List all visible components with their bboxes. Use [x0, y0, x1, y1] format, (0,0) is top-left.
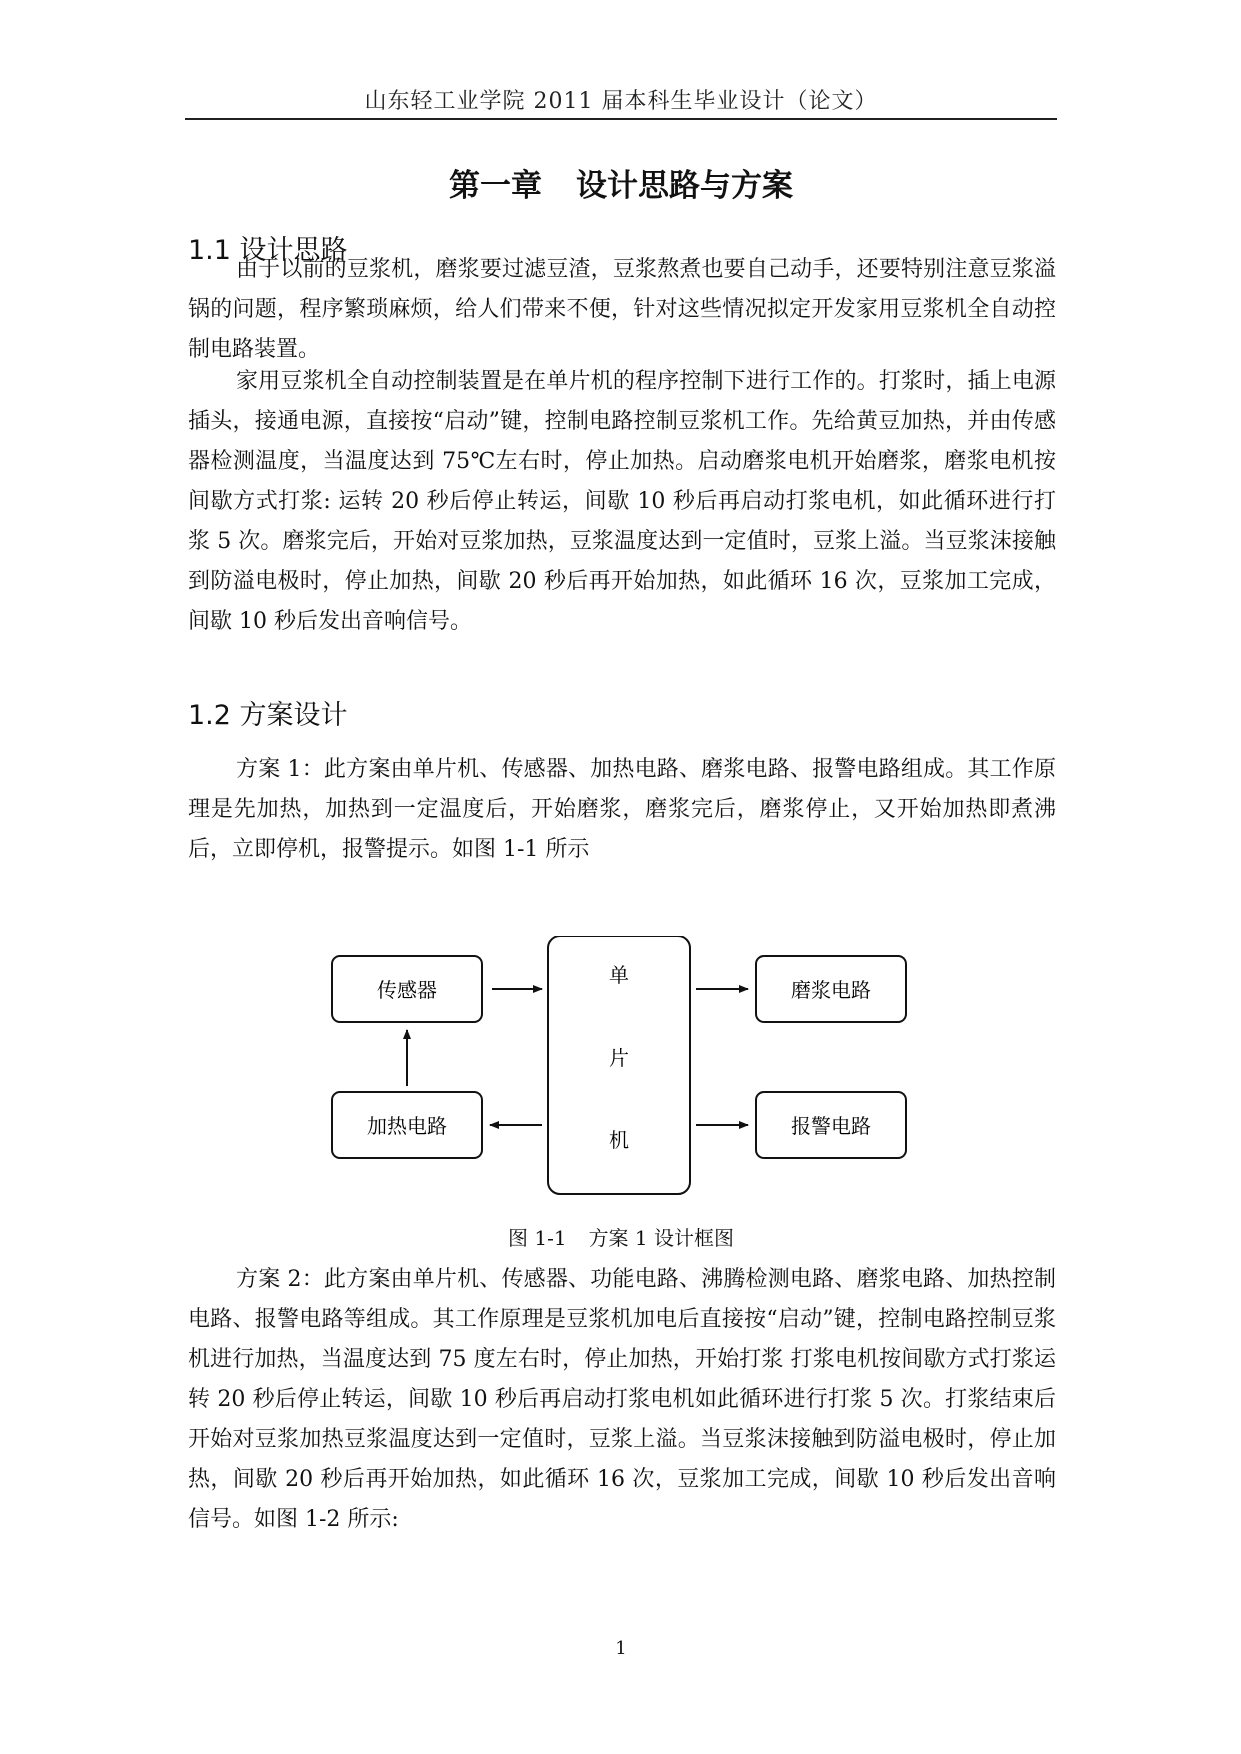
- chapter-name: 设计思路与方案: [576, 168, 793, 204]
- section-heading-1-1: 1.1 设计思路: [188, 235, 348, 266]
- chapter-number: 第一章: [449, 168, 542, 204]
- figure-caption-text: 方案 1 设计框图: [588, 1226, 735, 1250]
- header-rule: [185, 118, 1057, 120]
- figure-caption: [185, 1222, 1057, 1251]
- paragraph-4: 方案 2：此方案由单片机、传感器、功能电路、沸腾检测电路、磨浆电路、加热控制电路、报警电路等组成。其工作原理是豆浆机加电后直接按“启动”键，控制电路控制豆浆机进行加热，当温度达到 75 度左右时，停止加热，开始打浆 打浆电机按间歇方式打浆运转 20 秒后停止转运，间歇 10 秒后再启动打浆电机如此循环进行打浆 5 次。打浆结束后开始对豆浆加热豆浆温度达到一定值时，豆浆上溢。当豆浆沫接触到防溢电极时，停止加热，间歇 20 秒后再开始加热，如此循环 16 次，豆浆加工完成，间歇 10 秒后发出音响信号。如图 1-2 所示:: [188, 1267, 1056, 1532]
- grinding-circuit-label: 磨浆电路: [791, 978, 871, 1002]
- mcu-label-1: 单: [609, 963, 629, 987]
- chapter-title: [185, 160, 1057, 205]
- paragraph-3: 方案 1：此方案由单片机、传感器、加热电路、磨浆电路、报警电路组成。其工作原理是先加热，加热到一定温度后，开始磨浆，磨浆完后，磨浆停止，又开始加热即煮沸后，立即停机，报警提示。如图 1-1 所示: [188, 757, 1056, 862]
- block-diagram: [320, 936, 920, 1206]
- mcu-label-3: 机: [609, 1128, 629, 1152]
- section-heading-1-2: 1.2 方案设计: [188, 700, 348, 731]
- paragraph-2: 家用豆浆机全自动控制装置是在单片机的程序控制下进行工作的。打浆时，插上电源插头，接通电源，直接按“启动”键，控制电路控制豆浆机工作。先给黄豆加热，并由传感器检测温度，当温度达到 75℃左右时，停止加热。启动磨浆电机开始磨浆，磨浆电机按间歇方式打浆: 运转 20 秒后停止转运，间歇 10 秒后再启动打浆电机，如此循环进行打浆 5 次。磨浆完后，开始对豆浆加热，豆浆温度达到一定值时，豆浆上溢。当豆浆沫接触到防溢电极时，停止加热，间歇 20 秒后再开始加热，如此循环 16 次，豆浆加工完成，间歇 10 秒后发出音响信号。: [188, 369, 1056, 634]
- alarm-circuit-label: 报警电路: [791, 1114, 871, 1138]
- paragraph-1: 由于以前的豆浆机，磨浆要过滤豆渣，豆浆熬煮也要自己动手，还要特别注意豆浆溢锅的问题，程序繁琐麻烦，给人们带来不便，针对这些情况拟定开发家用豆浆机全自动控制电路装置。: [188, 257, 1056, 362]
- page-number: 1: [615, 1638, 627, 1659]
- sensor-label: 传感器: [377, 978, 437, 1002]
- mcu-label-2: 片: [609, 1046, 629, 1070]
- figure-number: 图 1-1: [507, 1226, 567, 1250]
- heating-circuit-label: 加热电路: [367, 1114, 447, 1138]
- running-header: 山东轻工业学院 2011 届本科生毕业设计（论文）: [364, 89, 878, 114]
